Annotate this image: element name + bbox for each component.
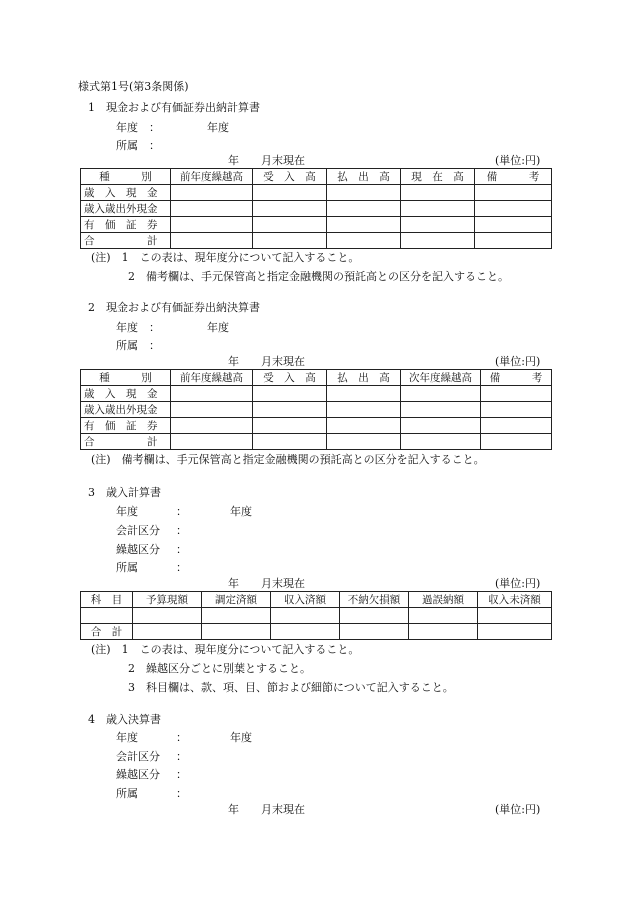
column-header: 科 目 [81,592,133,608]
table-cell [475,233,552,249]
cash-securities-settlement-table [80,369,552,450]
sec4-colon: ： [176,787,187,800]
column-header: 受 入 高 [253,169,327,185]
table-cell [133,624,202,640]
table-cell [401,201,475,217]
table-cell [171,185,253,201]
column-header: 現 在 高 [401,169,475,185]
sec3-fiscal-year-value: 年度 [230,505,252,518]
table-cell [481,402,552,418]
sec2-department-label: 所属 ： [116,339,160,352]
table-row [81,217,552,233]
column-header: 備 考 [475,169,552,185]
row-label: 歳 入 現 金 [81,386,171,402]
sec2-date-line: 年 月末現在 [228,355,305,368]
table-cell [271,608,340,624]
table-cell [340,624,409,640]
sec3-colon: ： [176,524,187,537]
sec4-unit: (単位:円) [495,803,541,816]
sec3-colon: ： [176,561,187,574]
column-header: 前年度繰越高 [171,169,253,185]
row-label: 合 計 [81,233,171,249]
table-cell [253,201,327,217]
sec4-fiscal-year-value: 年度 [230,731,252,744]
table-cell [253,434,327,450]
table-cell [481,386,552,402]
table-cell [327,185,401,201]
sec3-unit: (単位:円) [495,577,541,590]
sec1-unit: (単位:円) [495,154,541,167]
table-header-row [81,370,552,386]
table-cell [133,608,202,624]
sec3-account-category-label: 会計区分 [116,524,160,537]
sec4-fiscal-year-label: 年度 [116,731,138,744]
table-cell [253,217,327,233]
sec4-carryover-category-label: 繰越区分 [116,768,160,781]
column-header: 不納欠損額 [340,592,409,608]
table-cell [171,386,253,402]
sec1-note-1: (注) 1 この表は、現年度分について記入すること。 [91,251,360,264]
table-cell [253,185,327,201]
table-cell [401,402,481,418]
section-4-title: 4 歳入決算書 [88,713,161,726]
sec4-colon: ： [176,750,187,763]
table-cell [327,217,401,233]
table-cell [481,418,552,434]
sec2-unit: (単位:円) [495,355,541,368]
sec3-date-line: 年 月末現在 [228,577,305,590]
table-row [81,185,552,201]
table-cell [327,402,401,418]
table-row [81,233,552,249]
sec4-colon: ： [176,731,187,744]
table-cell [475,185,552,201]
table-cell [271,624,340,640]
sec3-colon: ： [176,505,187,518]
table-cell [327,233,401,249]
table-cell [253,386,327,402]
table-header-row [81,169,552,185]
table-row [81,402,552,418]
column-header: 次年度繰越高 [401,370,481,386]
total-row-label: 合 計 [81,624,133,640]
table-cell [401,217,475,233]
sec3-colon: ： [176,543,187,556]
revenue-statement-table [80,591,552,640]
table-header-row [81,592,552,608]
table-row [81,418,552,434]
sec4-date-line: 年 月末現在 [228,803,305,816]
table-row [81,201,552,217]
table-cell [340,608,409,624]
table-cell [409,624,478,640]
table-cell [171,434,253,450]
table-cell [253,233,327,249]
row-label: 有 価 証 券 [81,217,171,233]
form-title: 様式第1号(第3条関係) [78,80,189,93]
column-header: 払 出 高 [327,169,401,185]
sec3-note-2: 2 繰越区分ごとに別葉とすること。 [128,662,311,675]
sec3-note-3: 3 科目欄は、款、項、目、節および細節について記入すること。 [128,681,454,694]
sec1-fiscal-year-value: 年度 [207,121,229,134]
sec3-fiscal-year-label: 年度 [116,505,138,518]
column-header: 備 考 [481,370,552,386]
table-cell [401,418,481,434]
table-cell [401,233,475,249]
table-cell [401,434,481,450]
section-1-title: 1 現金および有価証券出納計算書 [88,101,260,114]
section-3-title: 3 歳入計算書 [88,486,161,499]
table-cell [478,608,552,624]
row-label: 歳入歳出外現金 [81,402,171,418]
sec2-fiscal-year-value: 年度 [207,321,229,334]
row-label: 歳入歳出外現金 [81,201,171,217]
table-cell [171,217,253,233]
table-row [81,624,552,640]
sec1-note-2: 2 備考欄は、手元保管高と指定金融機関の預託高との区分を記入すること。 [128,270,509,283]
sec1-date-line: 年 月末現在 [228,154,305,167]
column-header: 収入済額 [271,592,340,608]
row-label: 有 価 証 券 [81,418,171,434]
column-header: 予算現額 [133,592,202,608]
sec2-fiscal-year-label: 年度 ： [116,321,160,334]
sec3-department-label: 所属 [116,561,138,574]
row-label: 歳 入 現 金 [81,185,171,201]
sec3-carryover-category-label: 繰越区分 [116,543,160,556]
table-cell [253,418,327,434]
table-cell [475,217,552,233]
sec1-department-label: 所属 ： [116,139,160,152]
sec4-department-label: 所属 [116,787,138,800]
table-cell [475,201,552,217]
column-header: 過誤納額 [409,592,478,608]
column-header: 前年度繰越高 [171,370,253,386]
table-cell [327,418,401,434]
table-cell [171,201,253,217]
table-row [81,386,552,402]
column-header: 種 別 [81,169,171,185]
table-row [81,608,552,624]
table-cell [253,402,327,418]
table-cell [401,185,475,201]
column-header: 払 出 高 [327,370,401,386]
table-cell [481,434,552,450]
table-cell [171,402,253,418]
table-cell [409,608,478,624]
cash-securities-statement-table [80,168,552,249]
table-cell [327,434,401,450]
section-2-title: 2 現金および有価証券出納決算書 [88,301,260,314]
table-cell [327,386,401,402]
sec1-fiscal-year-label: 年度 ： [116,121,160,134]
column-header: 収入未済額 [478,592,552,608]
sec2-note-1: (注) 備考欄は、手元保管高と指定金融機関の預託高との区分を記入すること。 [91,453,485,466]
row-label: 合 計 [81,434,171,450]
column-header: 種 別 [81,370,171,386]
table-cell [202,624,271,640]
table-cell [327,201,401,217]
sec3-note-1: (注) 1 この表は、現年度分について記入すること。 [91,643,360,656]
table-cell [81,608,133,624]
table-cell [202,608,271,624]
sec4-colon: ： [176,768,187,781]
column-header: 受 入 高 [253,370,327,386]
table-cell [171,233,253,249]
sec4-account-category-label: 会計区分 [116,750,160,763]
table-row [81,434,552,450]
table-cell [171,418,253,434]
table-cell [478,624,552,640]
table-cell [401,386,481,402]
column-header: 調定済額 [202,592,271,608]
